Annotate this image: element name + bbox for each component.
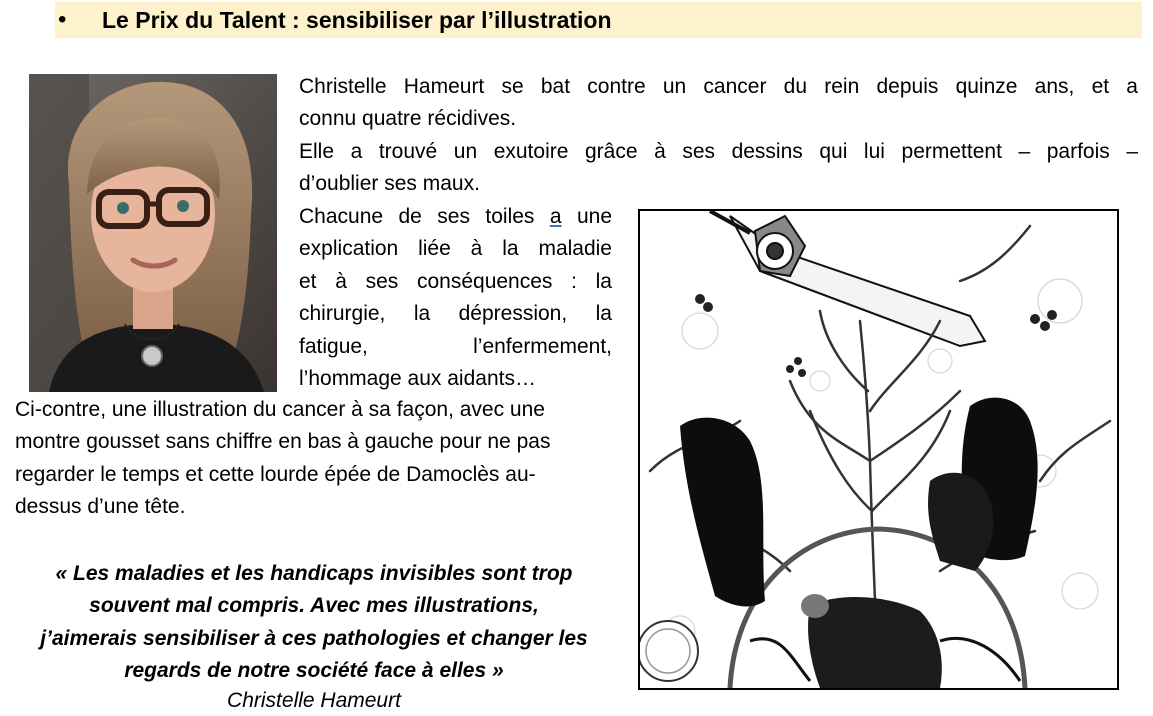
paragraph-line: explication liée à la maladie: [299, 237, 612, 261]
quote-line: regards de notre société face à elles »: [124, 659, 504, 683]
paragraph-line: fatigue, l’enfermement,: [299, 334, 612, 358]
paragraph-line: et à ses conséquences : la: [299, 269, 612, 293]
section-title: Le Prix du Talent : sensibiliser par l’illustration: [102, 7, 612, 33]
paragraph-line: connu quatre récidives.: [299, 107, 517, 131]
quote-line: souvent mal compris. Avec mes illustrations,: [89, 594, 539, 618]
paragraph-line: Ci-contre, une illustration du cancer à sa façon, avec une: [15, 398, 545, 421]
portrait-illustration: [29, 74, 277, 392]
paragraph-line: l’hommage aux aidants…: [299, 366, 536, 390]
paragraph-line: [299, 201, 612, 233]
paragraph-illustration: [15, 394, 615, 524]
paragraph-toiles: [299, 201, 612, 395]
paragraph-line: montre gousset sans chiffre en bas à gauche pour ne pas: [15, 430, 551, 454]
paragraph-exutoire: [299, 136, 1138, 201]
quote-line: « Les maladies et les handicaps invisibles sont trop: [55, 562, 573, 585]
bullet-icon: •: [58, 6, 67, 33]
paragraph-intro: [299, 71, 1138, 136]
text-run: Chacune de ses toiles: [299, 205, 550, 228]
paragraph-line: Elle a trouvé un exutoire grâce à ses dessins qui lui permettent – parfois –: [299, 140, 1138, 163]
quote-line: j’aimerais sensibiliser à ces pathologies et changer les: [40, 626, 588, 650]
paragraph-line: chirurgie, la dépression, la: [299, 302, 612, 326]
portrait-image: [29, 74, 277, 392]
paragraph-line: regarder le temps et cette lourde épée de Damoclès au-: [15, 462, 536, 486]
quote-block: [10, 558, 618, 688]
text-run: une: [561, 205, 612, 228]
underlined-word: a: [549, 205, 562, 228]
paragraph-line: Christelle Hameurt se bat contre un cancer du rein depuis quinze ans, et a: [299, 75, 1138, 98]
paragraph-line: d’oublier ses maux.: [299, 172, 480, 196]
artwork-image: [638, 209, 1119, 690]
artwork-illustration: [640, 211, 1117, 688]
paragraph-line: dessus d’une tête.: [15, 495, 186, 519]
quote-author: Christelle Hameurt: [227, 689, 401, 712]
